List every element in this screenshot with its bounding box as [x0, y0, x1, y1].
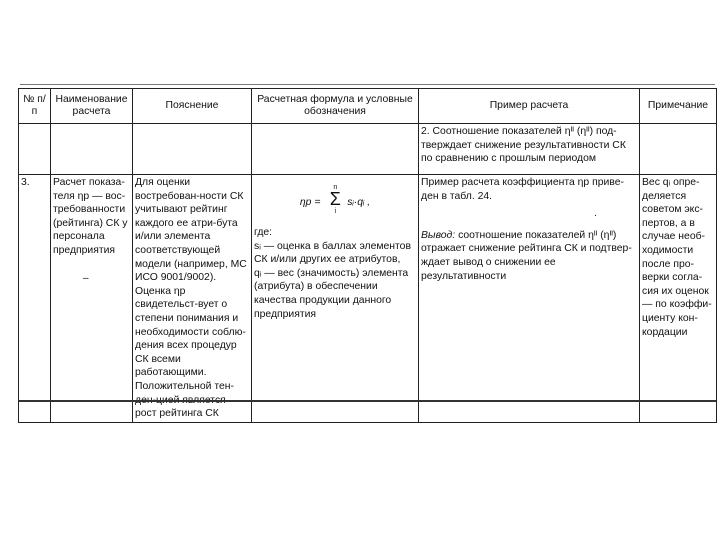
table-row [19, 175, 717, 423]
explanation-cell: Для оценки востребован-ности СК учитывают рейтинг каждого ее атри-бута и/или элемента соответствующей модели (например, МС ИСО 9001/9002). Оценка ηр свидетельст-вует о степени понимания и необходимости соблю-дения всех процедур СК всеми работающими. Положительной тен- рост рейтинга СК [133, 175, 252, 423]
formula-expression [254, 176, 416, 218]
row-number: 3. [19, 175, 51, 423]
header-num: № п/п [19, 89, 51, 124]
continued-row [19, 124, 717, 175]
name-cell [51, 175, 133, 423]
header-name: Наименование расчета [51, 89, 133, 124]
sum-symbol [326, 184, 344, 215]
formula-cell [252, 175, 419, 423]
example-cell [419, 175, 640, 423]
cell-empty [19, 124, 51, 175]
sum-lower-limit: i [334, 208, 337, 215]
formula-s-definition: sᵢ — оценка в баллах элементов СК и/или других ее атрибутов, [254, 240, 411, 266]
sigma-icon: Σ [329, 189, 341, 209]
conclusion-label: Вывод: [421, 229, 456, 241]
bottom-rule [18, 400, 716, 402]
example-calc-text: Пример расчета коэффициента ηр приве-ден в табл. 24. [421, 177, 624, 202]
header-formula: Расчетная формула и условные обозначения [252, 89, 419, 124]
cell-empty [640, 124, 717, 175]
name-text: Расчет показа-теля ηр — вос-требованности (рейтинга) СК у персонала предприятия [53, 177, 128, 256]
conclusion-text [421, 229, 637, 283]
example-mark: . [594, 208, 597, 220]
cell-empty [252, 124, 419, 175]
note-cell: Вес qᵢ опре-деляется советом экс-пертов, а в случае необ-ходимости после про-верки согла-сия их оценок — по коэффи-циенту кон-кордации [640, 175, 717, 423]
header-note: Примечание [640, 89, 717, 124]
formula-where: где: [254, 227, 273, 238]
formula-lhs: ηр = [299, 197, 324, 208]
name-mark: – [83, 272, 89, 284]
top-rule [20, 84, 715, 85]
sum-upper-limit: n [333, 184, 338, 191]
conclusion-body: соотношение показателей ηᴵᴵ (ηᴵᴵ) отражает снижение рейтинга СК и подтвер-ждает вывод о снижении ее результативности [421, 229, 632, 282]
header-example: Пример расчета [419, 89, 640, 124]
header-explanation: Пояснение [133, 89, 252, 124]
cell-empty [133, 124, 252, 175]
calculation-table [18, 88, 717, 423]
continued-example-cell: 2. Соотношение показателей ηᴵᴵ (ηᴵᴵ) под-тверждает снижение результативности СК по сравнению с прошлым периодом [419, 124, 640, 175]
formula-body: sᵢ·qᵢ , [347, 197, 371, 208]
cell-empty [51, 124, 133, 175]
formula-q-definition: qᵢ — вес (значимость) элемента (атрибута) в обеспечении качества продукции данного предприятия [254, 267, 409, 320]
header-row [19, 89, 717, 124]
